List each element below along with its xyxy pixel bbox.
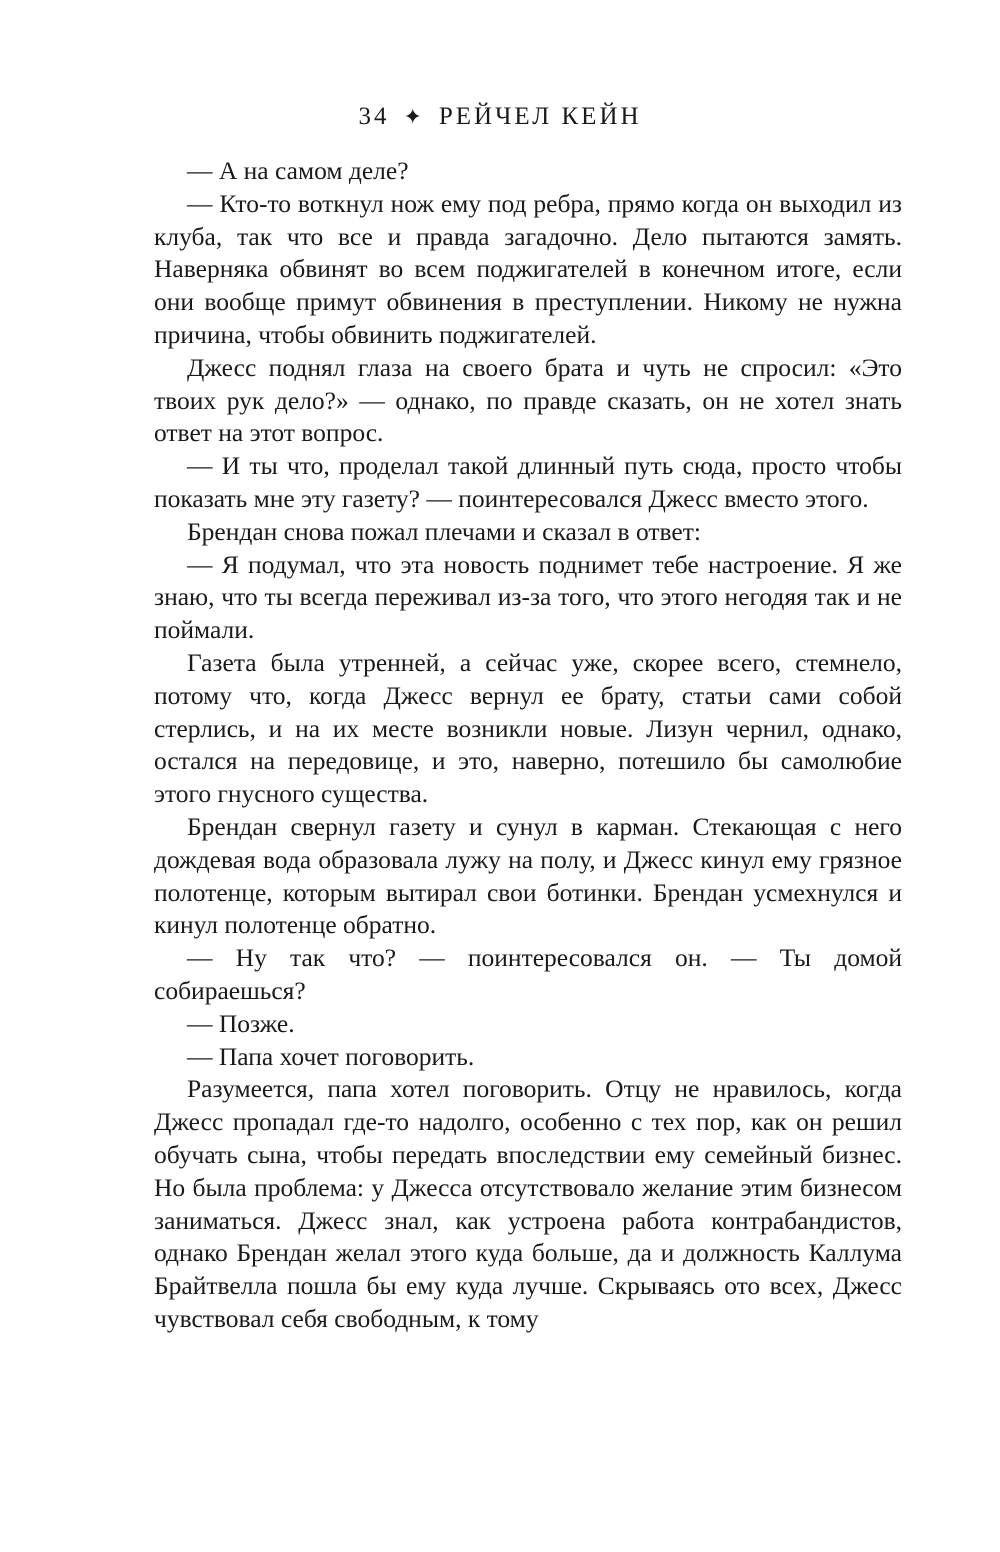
- running-header: [0, 101, 1000, 133]
- paragraph: Брендан снова пожал плечами и сказал в ответ:: [187, 516, 701, 546]
- paragraph: Газета была утренней, а сейчас уже, скорее всего, стемнело, потому что, когда Джесс вернул ее брату, статьи сами собой стерлись, и на их месте возникли новые. Лизун чернил, однако, остался на передовице, и это, наверно, потешило бы самолюбие этого гнусного существа.: [154, 647, 902, 809]
- paragraph: — Я подумал, что эта новость поднимет тебе настроение. Я же знаю, что ты всегда переживал из-за того, что этого негодяя так и не поймали.: [154, 549, 902, 645]
- paragraph: Разумеется, папа хотел поговорить. Отцу не нравилось, когда Джесс пропадал где-то надолго, особенно с тех пор, как он решил обучать сына, чтобы передать впоследствии ему семейный бизнес. Но была проблема: у Джесса отсутствовало желание этим бизнесом заниматься. Джесс знал, как устроена работа контрабандистов, однако Брендан желал этого куда больше, да и должность Каллума Брайтвелла пошла бы ему куда лучше. Скрываясь ото всех, Джесс чувствовал себя свободным, к тому: [154, 1074, 902, 1333]
- author-name: РЕЙЧЕЛ КЕЙН: [438, 103, 642, 130]
- paragraph: — Позже.: [187, 1008, 295, 1038]
- star-separator-icon: ✦: [403, 104, 425, 129]
- body-text: [154, 155, 902, 1336]
- paragraph: — А на самом деле?: [187, 156, 409, 185]
- paragraph: — Кто-то воткнул нож ему под ребра, прямо когда он выходил из клуба, так что все и правда загадочно. Дело пытаются замять. Наверняка обвинят во всем поджигателей в конечном итоге, если они вообще примут обвинения в преступлении. Никому не нужна причина, чтобы обвинить поджигателей.: [154, 188, 902, 349]
- paragraph: Брендан свернул газету и сунул в карман. Стекающая с него дождевая вода образовала лужу на полу, и Джесс кинул ему грязное полотенце, которым вытирал свои ботинки. Брендан усмехнулся и кинул полотенце обратно.: [154, 811, 902, 940]
- paragraph: Джесс поднял глаза на своего брата и чуть не спросил: «Это твоих рук дело?» — однако, по правде сказать, он не хотел знать ответ на этот вопрос.: [154, 352, 902, 448]
- page-number: 34: [358, 103, 390, 130]
- paragraph: — Ну так что? — поинтересовался он. — Ты домой собираешься?: [154, 943, 902, 1005]
- paragraph: — И ты что, проделал такой длинный путь сюда, просто чтобы показать мне эту газету? — поинтересовался Джесс вместо этого.: [154, 451, 902, 513]
- paragraph: — Папа хочет поговорить.: [187, 1041, 475, 1071]
